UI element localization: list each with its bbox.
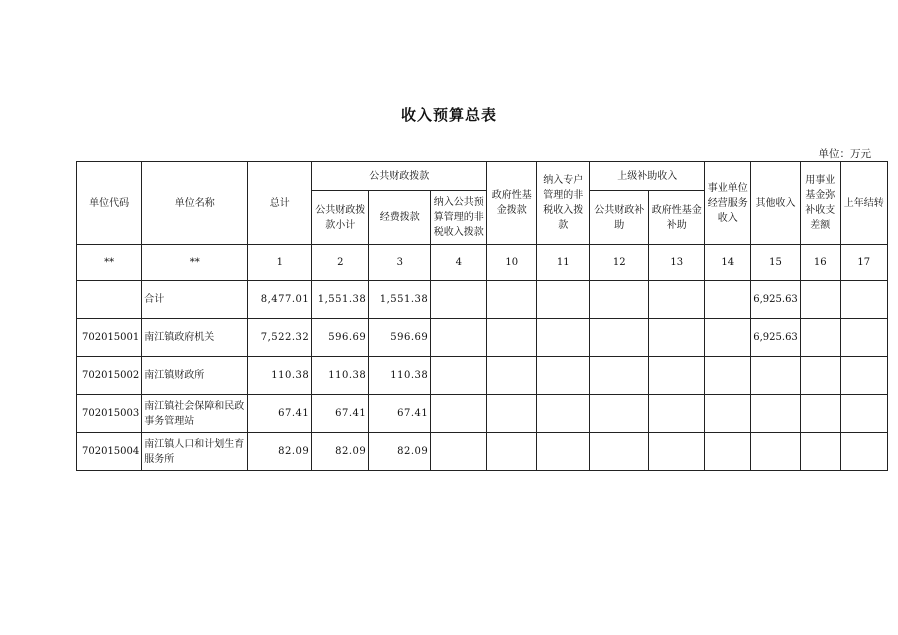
cell-empty	[537, 357, 590, 395]
cell-unit-code: 702015001	[77, 319, 142, 357]
page-title: 收入预算总表	[400, 106, 497, 124]
cell-public-fiscal-subtotal: 1,551.38	[312, 281, 369, 319]
index-cell: 10	[487, 245, 537, 281]
cell-fund-appropriation: 82.09	[369, 433, 431, 471]
index-cell: 3	[369, 245, 431, 281]
cell-unit-code: 702015003	[77, 395, 142, 433]
table-row	[77, 395, 888, 433]
cell-other-income	[751, 395, 801, 433]
header-carry-over: 上年结转	[840, 162, 887, 245]
cell-empty	[800, 433, 840, 471]
header-superior-public-fiscal: 公共财政补助	[590, 191, 649, 245]
cell-empty	[705, 357, 751, 395]
index-cell: 15	[751, 245, 801, 281]
index-cell: 2	[312, 245, 369, 281]
header-public-fiscal-subtotal: 公共财政拨款小计	[312, 191, 369, 245]
index-cell: 11	[537, 245, 590, 281]
table-row-total	[77, 281, 888, 319]
index-cell: 14	[705, 245, 751, 281]
income-budget-table	[76, 161, 888, 471]
cell-unit-code: 702015004	[77, 433, 142, 471]
cell-fund-appropriation: 1,551.38	[369, 281, 431, 319]
cell-empty	[840, 395, 887, 433]
cell-empty	[705, 319, 751, 357]
cell-empty	[840, 281, 887, 319]
cell-total: 8,477.01	[248, 281, 312, 319]
cell-other-income: 6,925.63	[751, 281, 801, 319]
cell-fund-appropriation: 110.38	[369, 357, 431, 395]
header-unit-code: 单位代码	[77, 162, 142, 245]
cell-empty	[487, 395, 537, 433]
cell-total: 7,522.32	[248, 319, 312, 357]
cell-empty	[649, 357, 705, 395]
header-other-income: 其他收入	[751, 162, 801, 245]
header-total: 总计	[248, 162, 312, 245]
cell-empty	[431, 395, 487, 433]
cell-empty	[705, 395, 751, 433]
cell-total: 110.38	[248, 357, 312, 395]
cell-empty	[840, 319, 887, 357]
cell-empty	[431, 433, 487, 471]
cell-empty	[800, 357, 840, 395]
cell-empty	[705, 281, 751, 319]
cell-empty	[431, 357, 487, 395]
index-row	[77, 245, 888, 281]
header-row-1	[77, 162, 888, 191]
cell-empty	[649, 319, 705, 357]
index-cell: 17	[840, 245, 887, 281]
cell-unit-name: 南江镇财政所	[142, 357, 248, 395]
cell-empty	[487, 357, 537, 395]
cell-empty	[800, 281, 840, 319]
cell-public-fiscal-subtotal: 596.69	[312, 319, 369, 357]
header-superior-gov-fund: 政府性基金补助	[649, 191, 705, 245]
cell-total: 67.41	[248, 395, 312, 433]
cell-other-income: 6,925.63	[751, 319, 801, 357]
index-cell: **	[142, 245, 248, 281]
cell-empty	[487, 319, 537, 357]
header-fund-balance: 用事业基金弥补收支差额	[800, 162, 840, 245]
cell-empty	[649, 281, 705, 319]
cell-other-income	[751, 433, 801, 471]
cell-empty	[800, 395, 840, 433]
cell-unit-name: 南江镇社会保障和民政事务管理站	[142, 395, 248, 433]
cell-empty	[537, 281, 590, 319]
cell-total: 82.09	[248, 433, 312, 471]
table-row	[77, 357, 888, 395]
cell-empty	[705, 433, 751, 471]
cell-empty	[840, 357, 887, 395]
index-cell: 12	[590, 245, 649, 281]
cell-other-income	[751, 357, 801, 395]
header-superior-subsidy-group: 上级补助收入	[590, 162, 705, 191]
header-unit-name: 单位名称	[142, 162, 248, 245]
cell-fund-appropriation: 596.69	[369, 319, 431, 357]
cell-unit-code: 702015002	[77, 357, 142, 395]
cell-empty	[431, 319, 487, 357]
cell-empty	[649, 433, 705, 471]
table-row	[77, 433, 888, 471]
cell-empty	[537, 433, 590, 471]
header-fund-appropriation: 经费拨款	[369, 191, 431, 245]
cell-empty	[537, 395, 590, 433]
cell-empty	[840, 433, 887, 471]
cell-public-fiscal-subtotal: 82.09	[312, 433, 369, 471]
cell-empty	[590, 319, 649, 357]
unit-label: 单位：万元	[818, 148, 871, 160]
index-cell: **	[77, 245, 142, 281]
cell-empty	[590, 281, 649, 319]
cell-empty	[487, 433, 537, 471]
cell-empty	[590, 433, 649, 471]
cell-empty	[537, 319, 590, 357]
cell-empty	[590, 395, 649, 433]
header-non-tax-in-budget: 纳入公共预算管理的非税收入拨款	[431, 191, 487, 245]
cell-empty	[590, 357, 649, 395]
cell-unit-code	[77, 281, 142, 319]
cell-empty	[649, 395, 705, 433]
cell-unit-name: 南江镇政府机关	[142, 319, 248, 357]
cell-public-fiscal-subtotal: 67.41	[312, 395, 369, 433]
cell-unit-name: 南江镇人口和计划生育服务所	[142, 433, 248, 471]
header-public-fiscal-group: 公共财政拨款	[312, 162, 487, 191]
header-gov-fund: 政府性基金拨款	[487, 162, 537, 245]
index-cell: 1	[248, 245, 312, 281]
header-special-non-tax: 纳入专户管理的非税收入拨款	[537, 162, 590, 245]
header-public-service-income: 事业单位经营服务收入	[705, 162, 751, 245]
index-cell: 4	[431, 245, 487, 281]
cell-fund-appropriation: 67.41	[369, 395, 431, 433]
cell-empty	[800, 319, 840, 357]
cell-empty	[431, 281, 487, 319]
cell-public-fiscal-subtotal: 110.38	[312, 357, 369, 395]
cell-empty	[487, 281, 537, 319]
index-cell: 16	[800, 245, 840, 281]
cell-unit-name: 合计	[142, 281, 248, 319]
table-row	[77, 319, 888, 357]
index-cell: 13	[649, 245, 705, 281]
